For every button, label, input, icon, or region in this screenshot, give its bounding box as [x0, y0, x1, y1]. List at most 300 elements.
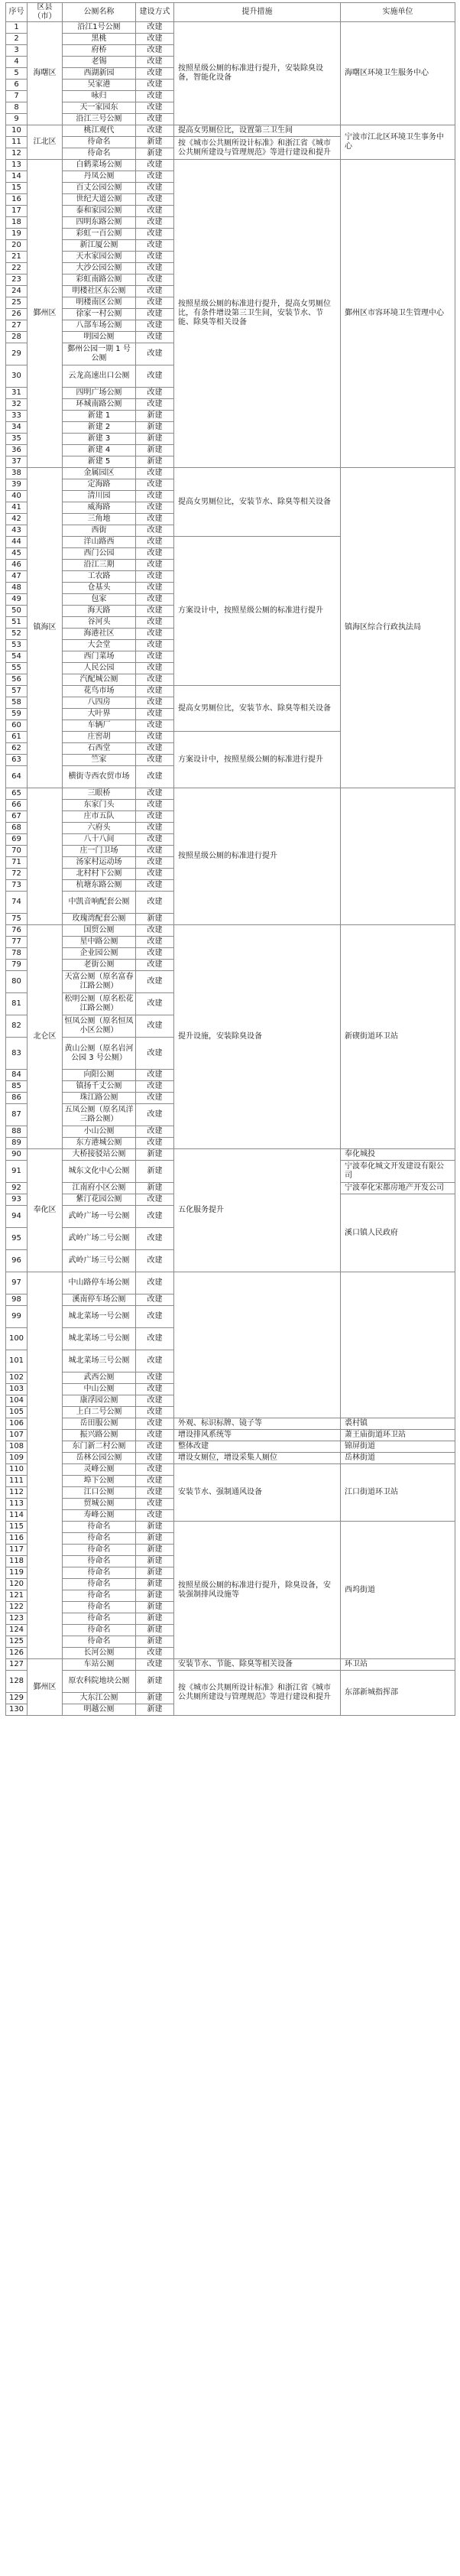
- toilet-name-cell: 包家: [63, 594, 136, 606]
- seq-cell: 27: [6, 320, 28, 332]
- build-mode-cell: 改建: [136, 1384, 174, 1395]
- toilet-name-cell: 小山公厕: [63, 1126, 136, 1138]
- header-row: [6, 3, 455, 22]
- toilet-name-cell: 徐家一村公厕: [63, 309, 136, 320]
- toilet-name-cell: 星中路公厕: [63, 937, 136, 948]
- seq-cell: 37: [6, 456, 28, 468]
- build-mode-cell: 改建: [136, 343, 174, 365]
- build-mode-cell: 新建: [136, 1613, 174, 1625]
- toilet-name-cell: 待命名: [63, 1625, 136, 1636]
- seq-cell: 111: [6, 1476, 28, 1487]
- toilet-name-cell: 海天路: [63, 606, 136, 617]
- toilet-name-cell: 黄山公厕（原名岩河公园 3 号公厕）: [63, 1038, 136, 1070]
- toilet-name-cell: 东门新二村公厕: [63, 1441, 136, 1453]
- toilet-name-cell: 明越公厕: [63, 1704, 136, 1716]
- toilet-name-cell: 桃江观代: [63, 125, 136, 137]
- unit-cell: 宁波奉化城文开发建设有限公司: [341, 1161, 455, 1183]
- seq-cell: 66: [6, 800, 28, 811]
- build-mode-cell: 改建: [136, 34, 174, 45]
- unit-cell: 宁波市江北区环境卫生事务中心: [341, 125, 455, 160]
- toilet-name-cell: 武岭广场一号公厕: [63, 1206, 136, 1228]
- seq-cell: 21: [6, 252, 28, 263]
- table-row: [6, 1272, 455, 1294]
- toilet-name-cell: 西街: [63, 525, 136, 537]
- toilet-name-cell: 江口公厕: [63, 1487, 136, 1499]
- toilet-name-cell: 待命名: [63, 1522, 136, 1533]
- toilet-name-cell: 彩虹一百公厕: [63, 229, 136, 240]
- build-mode-cell: 改建: [136, 560, 174, 571]
- build-mode-cell: 改建: [136, 274, 174, 286]
- build-mode-cell: 改建: [136, 114, 174, 125]
- build-mode-cell: 改建: [136, 22, 174, 34]
- build-mode-cell: 改建: [136, 937, 174, 948]
- seq-cell: 52: [6, 629, 28, 640]
- toilet-name-cell: 天一家园东: [63, 102, 136, 114]
- seq-cell: 97: [6, 1272, 28, 1294]
- seq-cell: 80: [6, 971, 28, 993]
- seq-cell: 41: [6, 502, 28, 514]
- toilet-name-cell: 大桥接驳站公厕: [63, 1149, 136, 1161]
- header-seq: 序号: [6, 3, 28, 22]
- toilet-name-cell: 待命名: [63, 1590, 136, 1602]
- toilet-name-cell: 车站公厕: [63, 1659, 136, 1671]
- build-mode-cell: 新建: [136, 1625, 174, 1636]
- table-row: [6, 925, 455, 937]
- toilet-name-cell: 振兴路公厕: [63, 1430, 136, 1441]
- seq-cell: 116: [6, 1533, 28, 1545]
- build-mode-cell: 新建: [136, 1671, 174, 1693]
- build-mode-cell: 新建: [136, 1693, 174, 1704]
- measure-cell: 按《城市公共厕所设计标准》和浙江省《城市公共厕所建设与管理规范》等进行建设和提升: [174, 137, 341, 160]
- seq-cell: 33: [6, 411, 28, 422]
- seq-cell: 1: [6, 22, 28, 34]
- seq-cell: 63: [6, 755, 28, 766]
- seq-cell: 70: [6, 846, 28, 857]
- table-row: [6, 1149, 455, 1161]
- unit-cell: 宁波奉化宋都房地产开发公司: [341, 1183, 455, 1194]
- toilet-name-cell: 岳林公园公厕: [63, 1453, 136, 1464]
- table-row: [6, 1522, 455, 1533]
- build-mode-cell: 改建: [136, 960, 174, 971]
- seq-cell: 4: [6, 57, 28, 68]
- seq-cell: 72: [6, 869, 28, 880]
- toilet-name-cell: 城北菜场一号公厕: [63, 1306, 136, 1328]
- seq-cell: 94: [6, 1206, 28, 1228]
- table-header: [6, 3, 455, 22]
- toilet-name-cell: 长河公厕: [63, 1648, 136, 1659]
- seq-cell: 103: [6, 1384, 28, 1395]
- toilet-name-cell: 大会堂: [63, 640, 136, 651]
- seq-cell: 18: [6, 217, 28, 229]
- toilet-name-cell: 府桥: [63, 45, 136, 57]
- toilet-name-cell: 鄞州公园一期 1 号公厕: [63, 343, 136, 365]
- build-mode-cell: 新建: [136, 1533, 174, 1545]
- build-mode-cell: 改建: [136, 1407, 174, 1418]
- seq-cell: 129: [6, 1693, 28, 1704]
- toilet-name-cell: 武西公厕: [63, 1372, 136, 1384]
- seq-cell: 16: [6, 194, 28, 206]
- build-mode-cell: 新建: [136, 411, 174, 422]
- toilet-name-cell: 彩虹南路公厕: [63, 274, 136, 286]
- toilet-name-cell: 西湖新园: [63, 68, 136, 80]
- seq-cell: 125: [6, 1636, 28, 1648]
- build-mode-cell: 改建: [136, 217, 174, 229]
- seq-cell: 10: [6, 125, 28, 137]
- toilet-name-cell: 庄市五队: [63, 811, 136, 823]
- build-mode-cell: 新建: [136, 422, 174, 434]
- seq-cell: 11: [6, 137, 28, 148]
- build-mode-cell: 改建: [136, 1499, 174, 1510]
- build-mode-cell: 改建: [136, 240, 174, 252]
- build-mode-cell: 改建: [136, 1070, 174, 1081]
- seq-cell: 46: [6, 560, 28, 571]
- seq-cell: 42: [6, 514, 28, 525]
- build-mode-cell: 改建: [136, 102, 174, 114]
- seq-cell: 5: [6, 68, 28, 80]
- build-mode-cell: 新建: [136, 1183, 174, 1194]
- seq-cell: 124: [6, 1625, 28, 1636]
- seq-cell: 55: [6, 663, 28, 674]
- seq-cell: 93: [6, 1194, 28, 1206]
- build-mode-cell: 新建: [136, 1149, 174, 1161]
- build-mode-cell: 改建: [136, 68, 174, 80]
- seq-cell: 44: [6, 537, 28, 548]
- toilet-name-cell: 新建 1: [63, 411, 136, 422]
- seq-cell: 32: [6, 399, 28, 411]
- toilet-name-cell: 中凯音响配套公厕: [63, 892, 136, 914]
- seq-cell: 50: [6, 606, 28, 617]
- toilet-name-cell: 老锡: [63, 57, 136, 68]
- build-mode-cell: 改建: [136, 229, 174, 240]
- seq-cell: 96: [6, 1250, 28, 1272]
- table-row: [6, 1671, 455, 1693]
- seq-cell: 59: [6, 709, 28, 720]
- seq-cell: 2: [6, 34, 28, 45]
- build-mode-cell: 改建: [136, 1228, 174, 1250]
- seq-cell: 119: [6, 1567, 28, 1579]
- build-mode-cell: 改建: [136, 755, 174, 766]
- build-mode-cell: 改建: [136, 1294, 174, 1306]
- build-mode-cell: 改建: [136, 1206, 174, 1228]
- build-mode-cell: 改建: [136, 1138, 174, 1149]
- toilet-name-cell: 丹凤公厕: [63, 171, 136, 183]
- seq-cell: 48: [6, 583, 28, 594]
- seq-cell: 88: [6, 1126, 28, 1138]
- build-mode-cell: 改建: [136, 1272, 174, 1294]
- measure-cell: 增设排风系统等: [174, 1430, 341, 1441]
- measure-cell: 五化服务提升: [174, 1149, 341, 1272]
- seq-cell: 107: [6, 1430, 28, 1441]
- build-mode-cell: 改建: [136, 57, 174, 68]
- seq-cell: 22: [6, 263, 28, 274]
- build-mode-cell: 改建: [136, 479, 174, 491]
- district-cell: [28, 1272, 63, 1659]
- seq-cell: 7: [6, 91, 28, 102]
- measure-cell: 整体改建: [174, 1441, 341, 1453]
- seq-cell: 113: [6, 1499, 28, 1510]
- seq-cell: 56: [6, 674, 28, 686]
- toilet-name-cell: 待命名: [63, 1556, 136, 1567]
- unit-cell: 锦屏街道: [341, 1441, 455, 1453]
- seq-cell: 30: [6, 365, 28, 388]
- table-row: [6, 125, 455, 137]
- toilet-name-cell: 岳田服公厕: [63, 1418, 136, 1430]
- header-unit: 实施单位: [341, 3, 455, 22]
- build-mode-cell: 改建: [136, 823, 174, 834]
- build-mode-cell: 改建: [136, 332, 174, 343]
- toilet-name-cell: 汽配城公厕: [63, 674, 136, 686]
- toilet-name-cell: 待命名: [63, 1602, 136, 1613]
- table-row: [6, 1418, 455, 1430]
- seq-cell: 120: [6, 1579, 28, 1590]
- build-mode-cell: 改建: [136, 1395, 174, 1407]
- build-mode-cell: 新建: [136, 148, 174, 160]
- toilet-name-cell: 原农科院地块公厕: [63, 1671, 136, 1693]
- toilet-name-cell: 人民公园: [63, 663, 136, 674]
- toilet-name-cell: 江南府小区公厕: [63, 1183, 136, 1194]
- build-mode-cell: 改建: [136, 971, 174, 993]
- toilet-name-cell: 城北菜场二号公厕: [63, 1328, 136, 1350]
- toilet-name-cell: 中山公厕: [63, 1384, 136, 1395]
- build-mode-cell: 改建: [136, 674, 174, 686]
- toilet-name-cell: 沿江三号公厕: [63, 114, 136, 125]
- measure-cell: 按照星级公厕的标准进行提升，提高女男厕位比，有条件增设第三卫生间，安装节水、节能、除臭等相关设备: [174, 160, 341, 468]
- build-mode-cell: 改建: [136, 1441, 174, 1453]
- toilet-name-cell: 仓基头: [63, 583, 136, 594]
- toilet-name-cell: 贸城公厕: [63, 1499, 136, 1510]
- seq-cell: 101: [6, 1350, 28, 1372]
- toilet-name-cell: 中山路停车场公厕: [63, 1272, 136, 1294]
- seq-cell: 95: [6, 1228, 28, 1250]
- toilet-name-cell: 待命名: [63, 137, 136, 148]
- seq-cell: 76: [6, 925, 28, 937]
- seq-cell: 51: [6, 617, 28, 629]
- build-mode-cell: 改建: [136, 663, 174, 674]
- build-mode-cell: 改建: [136, 263, 174, 274]
- build-mode-cell: 改建: [136, 925, 174, 937]
- toilet-name-cell: 向阳公厕: [63, 1070, 136, 1081]
- header-build-mode: 建设方式: [136, 3, 174, 22]
- toilet-name-cell: 明园公厕: [63, 332, 136, 343]
- toilet-name-cell: 云龙高速出口公厕: [63, 365, 136, 388]
- build-mode-cell: 改建: [136, 1104, 174, 1126]
- district-cell: 镇海区: [28, 468, 63, 788]
- seq-cell: 34: [6, 422, 28, 434]
- seq-cell: 65: [6, 788, 28, 800]
- toilet-name-cell: 四明广场公厕: [63, 388, 136, 399]
- build-mode-cell: 改建: [136, 320, 174, 332]
- build-mode-cell: 改建: [136, 252, 174, 263]
- toilet-name-cell: 八部车场公厕: [63, 320, 136, 332]
- toilet-name-cell: 松明公厕（原名松花江路公厕）: [63, 993, 136, 1015]
- seq-cell: 118: [6, 1556, 28, 1567]
- build-mode-cell: 改建: [136, 880, 174, 892]
- build-mode-cell: 改建: [136, 709, 174, 720]
- seq-cell: 110: [6, 1464, 28, 1476]
- unit-cell: 海曙区环境卫生服务中心: [341, 22, 455, 125]
- toilet-name-cell: 西门菜场: [63, 651, 136, 663]
- toilet-name-cell: 谷河头: [63, 617, 136, 629]
- toilet-upgrade-table: [5, 2, 455, 1716]
- build-mode-cell: 改建: [136, 948, 174, 960]
- seq-cell: 104: [6, 1395, 28, 1407]
- toilet-name-cell: 大东江公厕: [63, 1693, 136, 1704]
- build-mode-cell: 改建: [136, 743, 174, 755]
- build-mode-cell: 新建: [136, 456, 174, 468]
- toilet-name-cell: 北村村下公厕: [63, 869, 136, 880]
- toilet-name-cell: 恒凤公厕（原名恒凤小区公厕）: [63, 1015, 136, 1038]
- district-cell: 北仑区: [28, 925, 63, 1149]
- seq-cell: 121: [6, 1590, 28, 1602]
- seq-cell: 23: [6, 274, 28, 286]
- toilet-name-cell: 竺家: [63, 755, 136, 766]
- unit-cell: 奉化城投: [341, 1149, 455, 1161]
- toilet-name-cell: 上白二号公厕: [63, 1407, 136, 1418]
- seq-cell: 109: [6, 1453, 28, 1464]
- toilet-name-cell: 待命名: [63, 1613, 136, 1625]
- seq-cell: 89: [6, 1138, 28, 1149]
- seq-cell: 71: [6, 857, 28, 869]
- unit-cell: 鄞州区市容环境卫生管理中心: [341, 160, 455, 468]
- toilet-name-cell: 海港社区: [63, 629, 136, 640]
- build-mode-cell: 改建: [136, 1464, 174, 1476]
- seq-cell: 36: [6, 445, 28, 456]
- build-mode-cell: 改建: [136, 91, 174, 102]
- seq-cell: 29: [6, 343, 28, 365]
- build-mode-cell: 改建: [136, 1250, 174, 1272]
- toilet-name-cell: 杭塘东路公厕: [63, 880, 136, 892]
- toilet-name-cell: 新建 4: [63, 445, 136, 456]
- build-mode-cell: 新建: [136, 1545, 174, 1556]
- seq-cell: 15: [6, 183, 28, 194]
- table-row: [6, 1430, 455, 1441]
- seq-cell: 79: [6, 960, 28, 971]
- toilet-name-cell: 城北菜场三号公厕: [63, 1350, 136, 1372]
- build-mode-cell: 改建: [136, 1418, 174, 1430]
- seq-cell: 130: [6, 1704, 28, 1716]
- toilet-name-cell: 新建 2: [63, 422, 136, 434]
- build-mode-cell: 新建: [136, 1602, 174, 1613]
- seq-cell: 86: [6, 1093, 28, 1104]
- build-mode-cell: 改建: [136, 491, 174, 502]
- toilet-name-cell: 车辆厂: [63, 720, 136, 732]
- build-mode-cell: 新建: [136, 914, 174, 925]
- toilet-name-cell: 工农路: [63, 571, 136, 583]
- toilet-name-cell: 国贸公厕: [63, 925, 136, 937]
- build-mode-cell: 改建: [136, 1510, 174, 1522]
- seq-cell: 38: [6, 468, 28, 479]
- toilet-name-cell: 待命名: [63, 148, 136, 160]
- seq-cell: 19: [6, 229, 28, 240]
- build-mode-cell: 改建: [136, 525, 174, 537]
- seq-cell: 60: [6, 720, 28, 732]
- build-mode-cell: 改建: [136, 1038, 174, 1070]
- district-cell: 海曙区: [28, 22, 63, 125]
- measure-cell: 外观、标识标牌、镜子等: [174, 1418, 341, 1430]
- toilet-name-cell: 镇扬千丈公厕: [63, 1081, 136, 1093]
- build-mode-cell: 改建: [136, 732, 174, 743]
- build-mode-cell: 改建: [136, 697, 174, 709]
- build-mode-cell: 新建: [136, 1704, 174, 1716]
- toilet-name-cell: 五凤公厕（原名凤洋三路公厕）: [63, 1104, 136, 1126]
- seq-cell: 58: [6, 697, 28, 709]
- seq-cell: 90: [6, 1149, 28, 1161]
- seq-cell: 83: [6, 1038, 28, 1070]
- seq-cell: 3: [6, 45, 28, 57]
- build-mode-cell: 改建: [136, 571, 174, 583]
- build-mode-cell: 改建: [136, 993, 174, 1015]
- seq-cell: 62: [6, 743, 28, 755]
- seq-cell: 8: [6, 102, 28, 114]
- toilet-name-cell: 企业园公厕: [63, 948, 136, 960]
- seq-cell: 128: [6, 1671, 28, 1693]
- table-row: [6, 1464, 455, 1476]
- toilet-name-cell: 新建 5: [63, 456, 136, 468]
- toilet-name-cell: 定海路: [63, 479, 136, 491]
- table-row: [6, 1453, 455, 1464]
- measure-cell: 安装节水、节能、除臭等相关设备: [174, 1659, 341, 1671]
- seq-cell: 31: [6, 388, 28, 399]
- toilet-name-cell: 八十八间: [63, 834, 136, 846]
- build-mode-cell: 新建: [136, 445, 174, 456]
- measure-cell: [174, 1272, 341, 1418]
- measure-cell: 方案设计中，按照星级公厕的标准进行提升: [174, 732, 341, 788]
- toilet-name-cell: 待命名: [63, 1636, 136, 1648]
- build-mode-cell: 改建: [136, 1093, 174, 1104]
- toilet-name-cell: 八四房: [63, 697, 136, 709]
- build-mode-cell: 改建: [136, 365, 174, 388]
- unit-cell: 裘村镇: [341, 1418, 455, 1430]
- seq-cell: 24: [6, 286, 28, 297]
- district-cell: [28, 788, 63, 925]
- toilet-name-cell: 沿江1号公厕: [63, 22, 136, 34]
- seq-cell: 12: [6, 148, 28, 160]
- measure-cell: 按照星级公厕的标准进行提升: [174, 788, 341, 925]
- toilet-name-cell: 康浮园公厕: [63, 1395, 136, 1407]
- build-mode-cell: 改建: [136, 1306, 174, 1328]
- build-mode-cell: 改建: [136, 869, 174, 880]
- seq-cell: 102: [6, 1372, 28, 1384]
- toilet-name-cell: 咏归: [63, 91, 136, 102]
- build-mode-cell: 新建: [136, 1556, 174, 1567]
- build-mode-cell: 改建: [136, 1430, 174, 1441]
- unit-cell: 溪口镇人民政府: [341, 1194, 455, 1272]
- seq-cell: 6: [6, 80, 28, 91]
- table-body: [6, 22, 455, 1716]
- seq-cell: 49: [6, 594, 28, 606]
- build-mode-cell: 新建: [136, 1567, 174, 1579]
- seq-cell: 99: [6, 1306, 28, 1328]
- toilet-name-cell: 沿江三期: [63, 560, 136, 571]
- seq-cell: 40: [6, 491, 28, 502]
- build-mode-cell: 改建: [136, 811, 174, 823]
- toilet-name-cell: 金属园区: [63, 468, 136, 479]
- toilet-name-cell: 三眼桥: [63, 788, 136, 800]
- build-mode-cell: 改建: [136, 1372, 174, 1384]
- seq-cell: 64: [6, 766, 28, 788]
- build-mode-cell: 改建: [136, 194, 174, 206]
- toilet-name-cell: 泰和家园公厕: [63, 206, 136, 217]
- toilet-name-cell: 明楼南区公厕: [63, 297, 136, 309]
- build-mode-cell: 改建: [136, 45, 174, 57]
- build-mode-cell: 新建: [136, 1590, 174, 1602]
- unit-cell: 江口街道环卫站: [341, 1464, 455, 1522]
- unit-cell: 环卫站: [341, 1659, 455, 1671]
- measure-cell: 按照星级公厕的标准进行提升，安装除臭设备，智能化设备: [174, 22, 341, 125]
- seq-cell: 68: [6, 823, 28, 834]
- toilet-name-cell: 大沙公园公厕: [63, 263, 136, 274]
- measure-cell: 按《城市公共厕所设计标准》和浙江省《城市公共厕所建设与管理规范》等进行建设和提升: [174, 1671, 341, 1716]
